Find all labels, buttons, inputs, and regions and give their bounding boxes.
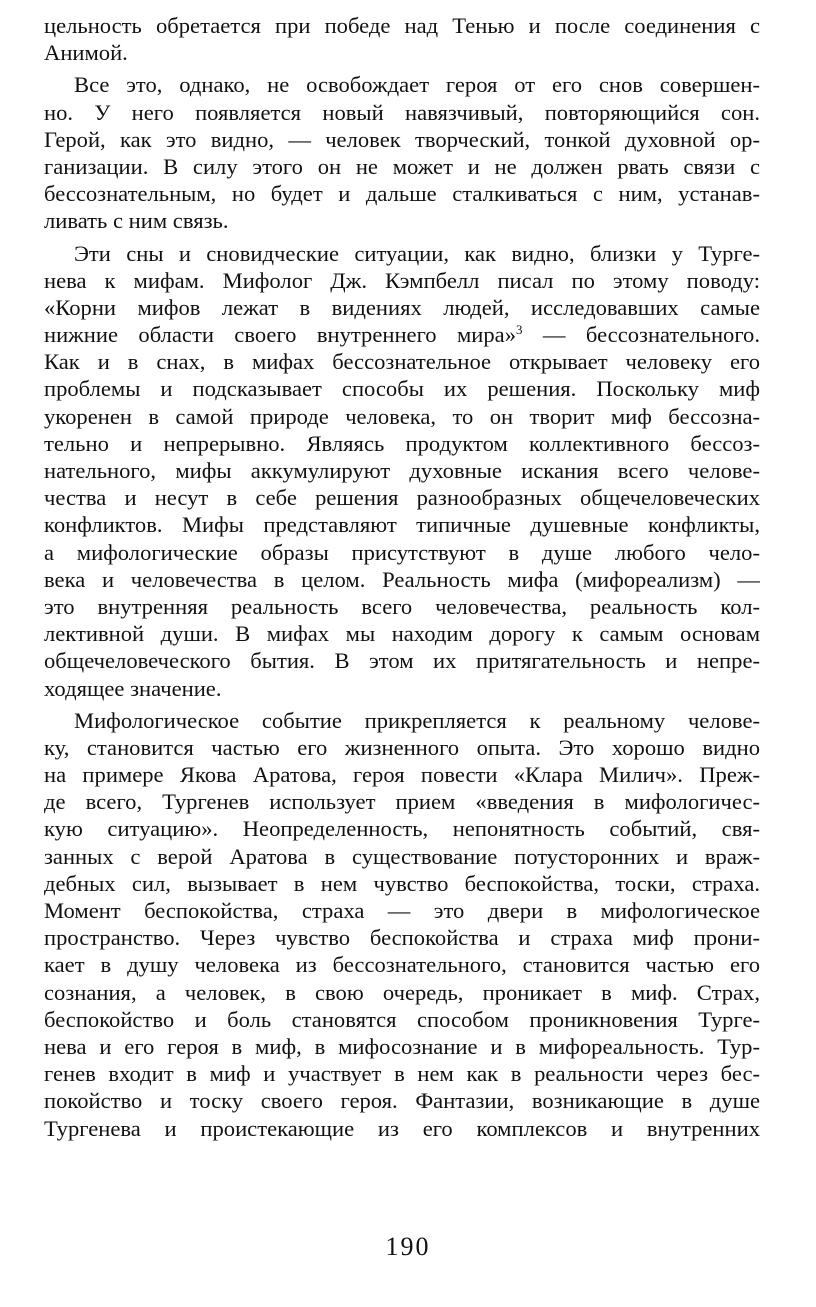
text-line: нева и его героя в миф, в мифосознание и в мифореальность. Тур- [44, 1033, 760, 1059]
text-line: кую ситуацию». Неопределенность, непонятность событий, свя- [44, 816, 760, 842]
text-line: нева к мифам. Мифолог Дж. Кэмпбелл писал по этому поводу: [44, 267, 760, 293]
text-line: Мифологическое событие прикрепляется к реальному челове- [74, 707, 760, 733]
text-line: ку, становится частью его жизненного опыта. Это хорошо видно [44, 734, 760, 760]
page-number: 190 [385, 1232, 431, 1261]
paragraph [44, 707, 760, 1142]
text-line: кает в душу человека из бессознательного, становится частью его [44, 952, 760, 978]
text-line: лективной души. В мифах мы находим дорогу к самым основам [44, 621, 760, 647]
text-line: ходящее значение. [44, 675, 222, 701]
text-line: укоренен в самой природе человека, то он творит миф бессозна- [44, 403, 760, 429]
text-line: Анимой. [44, 40, 128, 66]
text-line: покойство и тоску своего героя. Фантазии, возникающие в душе [44, 1088, 760, 1114]
paragraph [44, 12, 760, 66]
text-segment: — бессознательного. [522, 322, 760, 348]
text-line: дебных сил, вызывает в нем чувство беспокойства, тоски, страха. [44, 870, 760, 896]
text-segment: нижние области своего внутреннего мира» [44, 322, 516, 348]
text-line: бессознательным, но будет и дальше сталкиваться с ним, устанав- [44, 181, 760, 207]
paragraph [44, 240, 760, 702]
text-line: Тургенева и проистекающие из его комплексов и внутренних [44, 1115, 760, 1141]
text-line: а мифологические образы присутствуют в душе любого чело- [44, 539, 760, 565]
text-line: генев входит в миф и участвует в нем как в реальности через бес- [44, 1061, 760, 1087]
text-line-with-footnote [44, 321, 760, 348]
text-line: беспокойство и боль становятся способом проникновения Турге- [44, 1006, 760, 1032]
footnote-mark[interactable]: 3 [516, 322, 523, 338]
text-line: века и человечества в целом. Реальность мифа (мифореализм) — [44, 566, 760, 592]
text-line: нательного, мифы аккумулируют духовные искания всего челове- [44, 458, 760, 483]
text-line: чества и несут в себе решения разнообразных общечеловеческих [44, 485, 760, 511]
text-line: на примере Якова Аратова, героя повести «Клара Милич». Преж- [44, 762, 760, 788]
text-line: Эти сны и сновидческие ситуации, как видно, близки у Турге- [74, 240, 760, 266]
page-body [44, 12, 760, 1142]
text-line: Герой, как это видно, — человек творческий, тонкой духовной ор- [44, 126, 760, 152]
text-line: Как и в снах, в мифах бессознательное открывает человеку его [44, 349, 760, 375]
text-line: конфликтов. Мифы представляют типичные душевные конфликты, [44, 512, 760, 538]
text-line: тельно и непрерывно. Являясь продуктом коллективного бессоз- [44, 430, 760, 456]
paragraph [44, 71, 760, 234]
text-line: Все это, однако, не освобождает героя от его снов совершен- [74, 72, 760, 98]
text-line: сознания, а человек, в свою очередь, проникает в миф. Страх, [44, 979, 760, 1005]
text-line: де всего, Тургенев использует прием «введения в мифологичес- [44, 789, 760, 815]
text-line: «Корни мифов лежат в видениях людей, исследовавших самые [44, 294, 760, 320]
text-line: ганизации. В силу этого он не может и не должен рвать связи с [44, 153, 760, 179]
text-line: проблемы и подсказывает способы их решения. Поскольку миф [44, 376, 760, 402]
text-line: Момент беспокойства, страха — это двери в мифологическое [44, 898, 760, 923]
text-line: цельность обретается при победе над Тенью и после соединения с [44, 13, 760, 38]
text-line: это внутренняя реальность всего человечества, реальность кол- [44, 593, 760, 619]
text-line: пространство. Через чувство беспокойства и страха миф прони- [44, 925, 760, 951]
text-line: общечеловеческого бытия. В этом их притягательность и непре- [44, 648, 760, 674]
text-line: занных с верой Аратова в существование потусторонних и враж- [44, 843, 760, 869]
text-line: но. У него появляется новый навязчивый, повторяющийся сон. [44, 99, 760, 125]
text-line: ливать с ним связь. [44, 208, 229, 234]
